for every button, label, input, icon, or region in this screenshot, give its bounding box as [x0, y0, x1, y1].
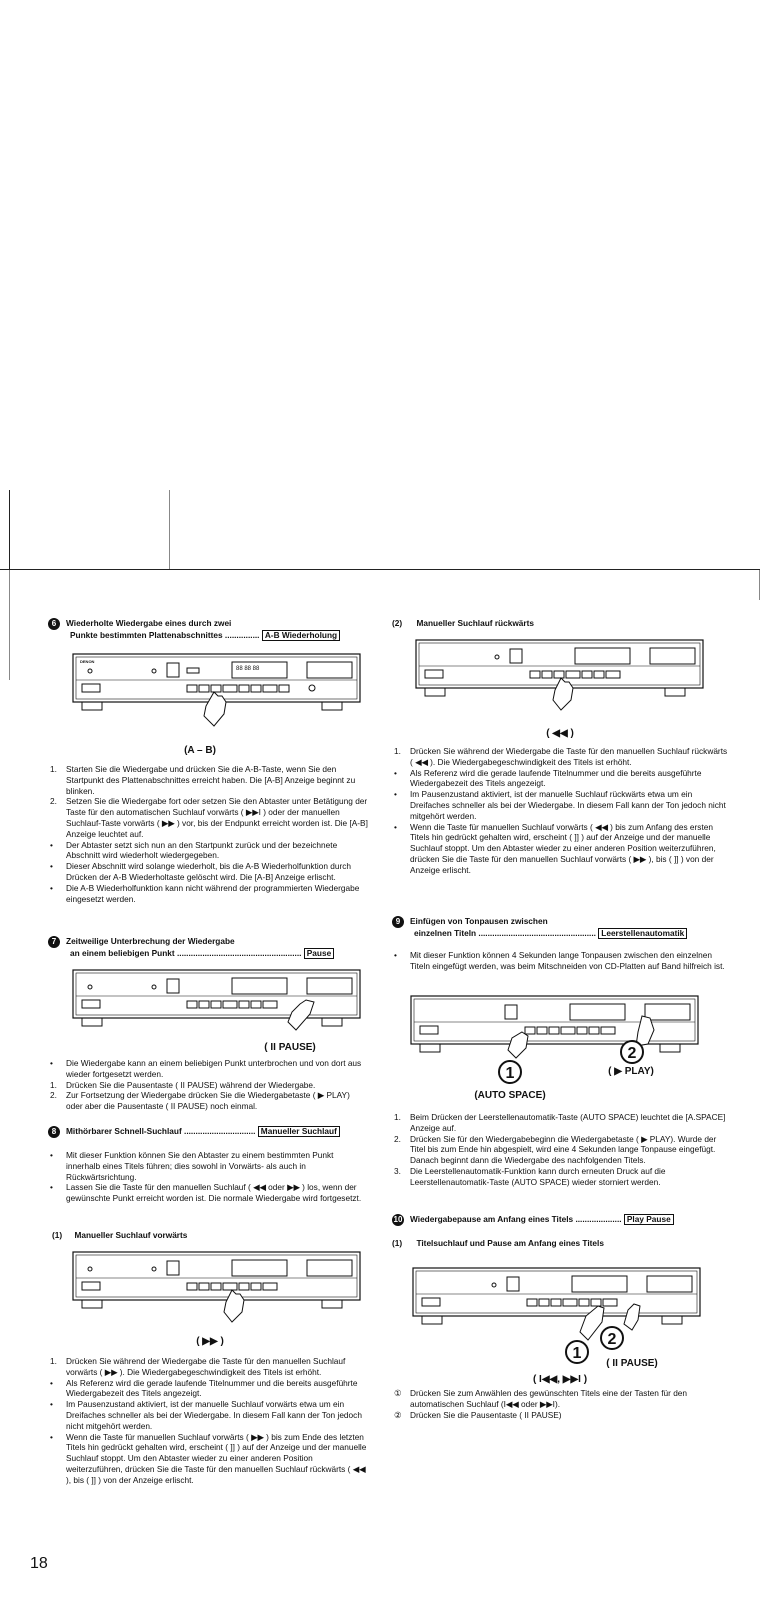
list-item — [48, 1182, 368, 1204]
section-title: Zeitweilige Unterbrechung der Wiedergabe — [66, 936, 235, 947]
caption-auto-space: (AUTO SPACE) — [474, 1090, 546, 1101]
list-marker: • — [50, 839, 53, 850]
function-tag: Pause — [304, 948, 334, 959]
subsection-1-list — [48, 1356, 368, 1486]
list-text: Im Pausenzustand aktiviert, ist der manuelle Suchlauf vorwärts etwa um ein Dreifaches schneller als bei der Wiedergabe. In diesem Fall kann der Ton jedoch nicht mitgehört werden. — [66, 1399, 362, 1431]
list-marker: 1. — [50, 764, 57, 774]
instruction-list — [392, 950, 732, 972]
list-text: Setzen Sie die Wiedergabe fort oder setzen Sie den Abtaster unter Betätigung der Taste für den automatischen Suchlauf vorwärts ( ▶▶I ) oder der manuellen Suchlauf-Taste vorwärts ( ▶▶ ) vor, bis der Endpunkt erreicht worden ist. Die [A-B] Anzeige leuchtet auf. — [66, 796, 368, 839]
cd-player-diagram-forward — [72, 1248, 362, 1328]
section-number: 9 — [392, 916, 404, 928]
section-8-list — [48, 1150, 368, 1204]
list-marker: 1. — [394, 746, 401, 756]
list-marker: • — [50, 1431, 53, 1442]
subsection-number: (1) — [52, 1230, 63, 1240]
list-item — [48, 1378, 368, 1400]
section-10-heading — [392, 1214, 732, 1226]
list-text: Wenn die Taste für manuellen Suchlauf vorwärts ( ◀◀ ) bis zum Anfang des ersten Titels hin gedrückt gehalten wird, erscheint ( ]] ) auf der Anzeige und der manuelle Suchlauf stoppt. Um den Abtaster wieder zu einer anderen Position weiterzuführen, drücken Sie die Taste für den manuellen Suchlauf vorwärts ( ▶▶ ), bis ( ]] ) von der Anzeige erlischt. — [410, 821, 716, 875]
left-side-rule — [9, 570, 10, 680]
section-9-steps — [392, 1112, 732, 1188]
list-marker: • — [50, 1399, 53, 1410]
display-readout: 88 88 88 — [236, 666, 260, 672]
list-text: Drücken Sie zum Anwählen des gewünschten Titels eine der Tasten für den automatischen Suchlauf (I◀◀ oder ▶▶I). — [410, 1388, 688, 1409]
list-marker: • — [50, 1058, 53, 1068]
list-text: Wenn die Taste für manuellen Suchlauf vorwärts ( ▶▶ ) bis zum Ende des letzten Titels hin gedrückt gehalten wird, erscheint ( ]] ) auf der Anzeige und der manuelle Suchlauf stoppt. Um den Abtaster wieder zu einer anderen Position weiterzuführen, drücken Sie die Taste für den manuellen Suchlauf rückwärts ( ◀◀ ), bis ( ]] ) von der Anzeige erlischt. — [66, 1431, 367, 1485]
instruction-list — [392, 1388, 732, 1420]
caption-skip: ( I◀◀, ▶▶I ) — [532, 1374, 588, 1385]
section-9-heading — [392, 916, 732, 939]
right-margin-rule — [759, 570, 760, 600]
list-text: Drücken Sie die Pausentaste ( II PAUSE) — [410, 1409, 562, 1420]
list-marker: • — [50, 1150, 53, 1160]
subsection-number: (2) — [392, 618, 403, 628]
callout-1-label: 1 — [505, 1065, 515, 1082]
section-title: Wiedergabepause am Anfang eines Titels .................... — [410, 1214, 622, 1225]
list-text: Der Abtaster setzt sich nun an den Startpunkt zurück und der bezeichnete Abschnitt wird wiederholt wiedergegeben. — [66, 839, 338, 861]
list-text: Mit dieser Funktion können Sie den Abtaster zu einem bestimmten Punkt innerhalb eines Titels führen; dies sowohl in Vorwärts- als auch in Rückwärtsrichtung. — [66, 1150, 334, 1182]
instruction-list — [48, 1150, 368, 1204]
section-number: 7 — [48, 936, 60, 948]
subsection-title: Manueller Suchlauf rückwärts — [416, 618, 535, 628]
list-text: Mit dieser Funktion können 4 Sekunden lange Tonpausen zwischen den einzelnen Titeln eingefügt werden, was beim Mitschneiden von CD-Platten auf Band hilfreich ist. — [410, 950, 725, 971]
section-6-heading — [48, 618, 368, 641]
section-number: 6 — [48, 618, 60, 630]
section-number: 8 — [48, 1126, 60, 1138]
section-7-list — [48, 1058, 368, 1112]
list-text: Drücken Sie für den Wiedergabebeginn die Wiedergabetaste ( ▶ PLAY). Wurde der Titel bis zum Ende hin abgespielt, wird eine 4 Sekunden lange Tonpause eingefügt. Danach beginnt dann die Wiedergabe des nachfolgenden Titels. — [410, 1133, 717, 1166]
caption-reverse: ( ◀◀ ) — [546, 728, 574, 739]
list-marker: ① — [394, 1388, 402, 1398]
cd-player-diagram-reverse — [415, 636, 705, 716]
list-text: Drücken Sie während der Wiedergabe die Taste für den manuellen Suchlauf rückwärts ( ◀◀ ). Die Wiedergabegeschwindigkeit des Titels ist erhöht. — [410, 746, 728, 767]
instruction-list — [48, 764, 368, 904]
caption-pause: ( II PAUSE) — [264, 1042, 316, 1053]
callout-2-label: 2 — [627, 1045, 637, 1062]
list-item — [392, 768, 732, 790]
list-text: Als Referenz wird die gerade laufende Titelnummer und die bereits ausgeführte Wiedergabezeit des Titels angezeigt. — [410, 767, 702, 789]
list-item — [48, 883, 368, 905]
list-text: Die Leerstellenautomatik-Funktion kann durch erneuten Druck auf die Leerstellenautomatik-Taste (AUTO SPACE) wieder storniert werden. — [410, 1165, 666, 1187]
section-title-cont: Punkte bestimmten Plattenabschnittes ............... — [70, 630, 260, 640]
list-item — [392, 1388, 732, 1410]
section-title-cont: an einem beliebigen Punkt ...................................................... — [70, 948, 302, 958]
list-text: Die Wiedergabe kann an einem beliebigen Punkt unterbrochen und von dort aus wieder fortgesetzt werden. — [66, 1058, 362, 1079]
list-text: Beim Drücken der Leerstellenautomatik-Taste (AUTO SPACE) leuchtet die [A.SPACE] Anzeige auf. — [410, 1112, 726, 1133]
list-item — [392, 1410, 732, 1421]
list-item — [48, 840, 368, 862]
list-item — [48, 1090, 368, 1112]
list-item — [392, 1134, 732, 1166]
cd-player-diagram-pause — [72, 966, 362, 1040]
section-10-subheading — [392, 1238, 732, 1249]
list-marker: • — [394, 789, 397, 800]
section-title: Wiederholte Wiedergabe eines durch zwei — [66, 618, 232, 629]
left-margin-rule — [9, 490, 10, 580]
subsection-2-list — [392, 746, 732, 876]
list-item — [48, 1080, 368, 1091]
instruction-list — [48, 1356, 368, 1486]
caption-pause-2: ( II PAUSE) — [606, 1358, 658, 1369]
instruction-list — [392, 746, 732, 876]
function-tag: A-B Wiederholung — [262, 630, 340, 641]
section-8-heading — [48, 1126, 368, 1138]
section-title: Einfügen von Tonpausen zwischen — [410, 916, 548, 927]
function-tag: Play Pause — [624, 1214, 674, 1225]
list-marker: • — [50, 882, 53, 893]
inner-vertical-rule — [169, 490, 170, 569]
subsection-title: Manueller Suchlauf vorwärts — [74, 1230, 188, 1240]
page-number: 18 — [30, 1555, 48, 1572]
list-text: Starten Sie die Wiedergabe und drücken Sie die A-B-Taste, wenn Sie den Startpunkt des Plattenabschnittes erreicht haben. Die [A-B] Anzeige beginnt zu blinken. — [66, 764, 356, 796]
instruction-list — [48, 1058, 368, 1112]
list-item — [392, 1112, 732, 1134]
list-marker: ② — [394, 1409, 402, 1420]
list-item — [392, 950, 732, 972]
list-marker: 1. — [50, 1356, 57, 1366]
callout-1-label: 1 — [572, 1345, 582, 1362]
list-item — [48, 1058, 368, 1080]
list-marker: 2. — [50, 796, 57, 807]
list-marker: • — [394, 950, 397, 960]
list-item — [48, 861, 368, 883]
function-tag: Leerstellenautomatik — [598, 928, 687, 939]
list-text: Als Referenz wird die gerade laufende Titelnummer und die bereits ausgeführte Wiedergabezeit des Titels angezeigt. — [66, 1377, 358, 1399]
player-brand: DENON — [80, 659, 95, 664]
list-text: Dieser Abschnitt wird solange wiederholt, bis die A-B Wiederholfunktion durch Drücken der A-B Wiederholtaste gelöscht wird. Die [A-B] Anzeige erlischt. — [66, 861, 352, 882]
list-marker: 1. — [394, 1112, 401, 1122]
list-item — [48, 1356, 368, 1378]
list-marker: 1. — [50, 1079, 57, 1090]
subsection-title: Titelsuchlauf und Pause am Anfang eines Titels — [416, 1238, 604, 1248]
list-marker: • — [50, 1182, 53, 1193]
caption-play: ( ▶ PLAY) — [608, 1066, 654, 1077]
list-item — [48, 1399, 368, 1431]
list-text: Drücken Sie während der Wiedergabe die Taste für den manuellen Suchlauf vorwärts ( ▶▶ ). Die Wiedergabegeschwindigkeit des Titels ist erhöht. — [66, 1356, 346, 1377]
caption-forward: ( ▶▶ ) — [196, 1336, 224, 1347]
caption-ab: (A – B) — [184, 745, 216, 756]
function-tag: Manueller Suchlauf — [258, 1126, 340, 1137]
list-marker: • — [50, 861, 53, 872]
list-item — [48, 1150, 368, 1182]
section-7-heading — [48, 936, 368, 959]
list-item — [392, 789, 732, 821]
subsection-number: (1) — [392, 1238, 403, 1248]
list-text: Die A-B Wiederholfunktion kann nicht während der programmierten Wiedergabe eingesetzt werden. — [66, 882, 360, 904]
instruction-list — [392, 1112, 732, 1188]
list-marker: 2. — [50, 1090, 57, 1101]
cd-player-diagram-ab — [72, 650, 362, 730]
list-text: Zur Fortsetzung der Wiedergabe drücken Sie die Wiedergabetaste ( ▶ PLAY) oder aber die Pausentaste ( II PAUSE) noch einmal. — [66, 1090, 350, 1112]
list-marker: 3. — [394, 1165, 401, 1176]
top-horizontal-rule — [0, 569, 760, 570]
list-text: Lassen Sie die Taste für den manuellen Suchlauf ( ◀◀ oder ▶▶ ) los, wenn der gewünschte Punkt erreicht worden ist. Die normale Wiedergabe wird fortgesetzt. — [66, 1182, 362, 1204]
list-marker: • — [394, 767, 397, 778]
section-title-cont: einzelnen Titeln ................................................... — [414, 928, 596, 938]
list-item — [392, 1166, 732, 1188]
list-item — [48, 1432, 368, 1486]
list-marker: • — [50, 1377, 53, 1388]
list-marker: 2. — [394, 1133, 401, 1144]
list-marker: • — [394, 821, 397, 832]
list-item — [392, 746, 732, 768]
section-6-list — [48, 764, 368, 904]
list-text: Drücken Sie die Pausentaste ( II PAUSE) während der Wiedergabe. — [66, 1079, 316, 1090]
list-item — [48, 764, 368, 796]
section-title: Mithörbarer Schnell-Suchlauf ............................... — [66, 1126, 256, 1137]
list-item — [392, 822, 732, 876]
subsection-1-heading — [52, 1230, 352, 1241]
list-text: Im Pausenzustand aktiviert, ist der manuelle Suchlauf rückwärts etwa um ein Dreifaches schneller als bei der Wiedergabe. In diesem Fall kann der Ton jedoch nicht mitgehört werden. — [410, 789, 726, 821]
subsection-2-heading — [392, 618, 732, 629]
section-number: 10 — [393, 1215, 403, 1224]
list-item — [48, 796, 368, 839]
callout-2-label: 2 — [607, 1331, 617, 1348]
section-10-steps — [392, 1388, 732, 1420]
section-9-intro — [392, 950, 732, 972]
